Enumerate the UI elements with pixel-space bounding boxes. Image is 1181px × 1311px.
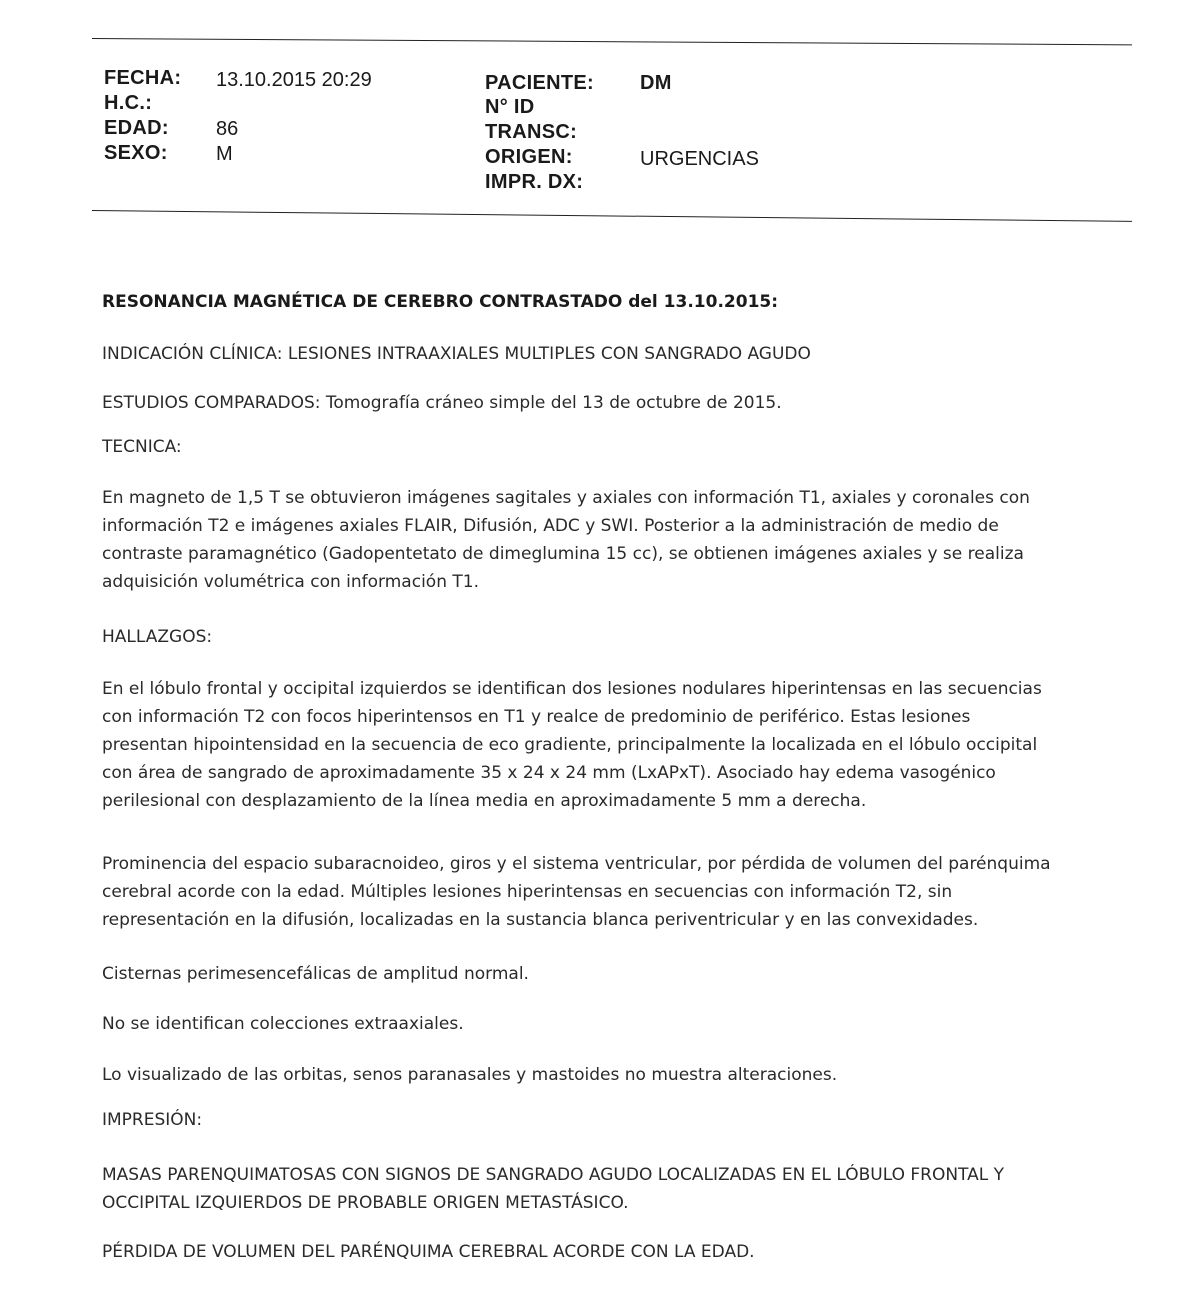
- impresion-line: OCCIPITAL IZQUIERDOS DE PROBABLE ORIGEN METASTÁSICO.: [102, 1193, 629, 1213]
- cisternas-text: Cisternas perimesencefálicas de amplitud normal.: [102, 964, 529, 984]
- hallazgos-line: En el lóbulo frontal y occipital izquierdos se identifican dos lesiones nodulares hiperintensas en las secuencias: [102, 679, 1042, 699]
- tecnica-paragraph: [102, 484, 1112, 596]
- hallazgos-line: representación en la difusión, localizadas en la sustancia blanca periventricular y en las convexidades.: [102, 910, 979, 930]
- hallazgos-paragraph-2: [102, 850, 1112, 934]
- edad-label: EDAD:: [104, 117, 169, 139]
- header-bottom-rule: [92, 210, 1132, 222]
- imprdx-label: IMPR. DX:: [485, 171, 584, 193]
- hallazgos-line: perilesional con desplazamiento de la línea media en aproximadamente 5 mm a derecha.: [102, 791, 867, 811]
- hallazgos-line: con área de sangrado de aproximadamente 35 x 24 x 24 mm (LxAPxT). Asociado hay edema vasogénico: [102, 763, 996, 783]
- paciente-label: PACIENTE:: [485, 72, 594, 94]
- hallazgos-line: cerebral acorde con la edad. Múltiples lesiones hiperintensas en secuencias con información T2, sin: [102, 882, 953, 902]
- impresion-paragraph-2: PÉRDIDA DE VOLUMEN DEL PARÉNQUIMA CEREBRAL ACORDE CON LA EDAD.: [102, 1242, 755, 1262]
- hc-label: H.C.:: [104, 92, 153, 114]
- hallazgos-line: Prominencia del espacio subaracnoideo, giros y el sistema ventricular, por pérdida de volumen del parénquima: [102, 854, 1051, 874]
- tecnica-line: contraste paramagnético (Gadopentetato de dimeglumina 15 cc), se obtienen imágenes axiales y se realiza: [102, 544, 1024, 564]
- tecnica-line: información T2 e imágenes axiales FLAIR, Difusión, ADC y SWI. Posterior a la administración de medio de: [102, 516, 999, 536]
- origen-label: ORIGEN:: [485, 146, 573, 168]
- edad-value: 86: [216, 118, 239, 140]
- hallazgos-line: con información T2 con focos hiperintensos en T1 y realce de predominio de periférico. Estas lesiones: [102, 707, 971, 727]
- impresion-paragraph-1: [102, 1161, 1112, 1217]
- paciente-value: DM: [640, 72, 672, 94]
- fecha-label: FECHA:: [104, 67, 182, 89]
- sexo-label: SEXO:: [104, 142, 168, 164]
- hallazgos-heading: HALLAZGOS:: [102, 627, 213, 647]
- impresion-heading: IMPRESIÓN:: [102, 1110, 203, 1130]
- origen-value: URGENCIAS: [640, 148, 759, 170]
- tecnica-line: En magneto de 1,5 T se obtuvieron imágenes sagitales y axiales con información T1, axiales y coronales con: [102, 488, 1030, 508]
- tecnica-line: adquisición volumétrica con información T1.: [102, 572, 479, 592]
- orbitas-text: Lo visualizado de las orbitas, senos paranasales y mastoides no muestra alteraciones.: [102, 1065, 838, 1085]
- indicacion-clinica: INDICACIÓN CLÍNICA: LESIONES INTRAAXIALES MULTIPLES CON SANGRADO AGUDO: [102, 344, 811, 364]
- id-label: N° ID: [485, 96, 535, 118]
- estudios-comparados: ESTUDIOS COMPARADOS: Tomografía cráneo simple del 13 de octubre de 2015.: [102, 393, 782, 413]
- impresion-line: MASAS PARENQUIMATOSAS CON SIGNOS DE SANGRADO AGUDO LOCALIZADAS EN EL LÓBULO FRONTAL Y: [102, 1165, 1004, 1185]
- fecha-value: 13.10.2015 20:29: [216, 69, 372, 91]
- tecnica-heading: TECNICA:: [102, 437, 182, 457]
- report-title: RESONANCIA MAGNÉTICA DE CEREBRO CONTRASTADO del 13.10.2015:: [102, 292, 779, 312]
- header-top-rule: [92, 38, 1132, 45]
- transc-label: TRANSC:: [485, 121, 578, 143]
- hallazgos-line: presentan hipointensidad en la secuencia de eco gradiente, principalmente la localizada en el lóbulo occipital: [102, 735, 1038, 755]
- colecciones-text: No se identifican colecciones extraaxiales.: [102, 1014, 464, 1034]
- hallazgos-paragraph-1: [102, 675, 1112, 815]
- sexo-value: M: [216, 143, 233, 165]
